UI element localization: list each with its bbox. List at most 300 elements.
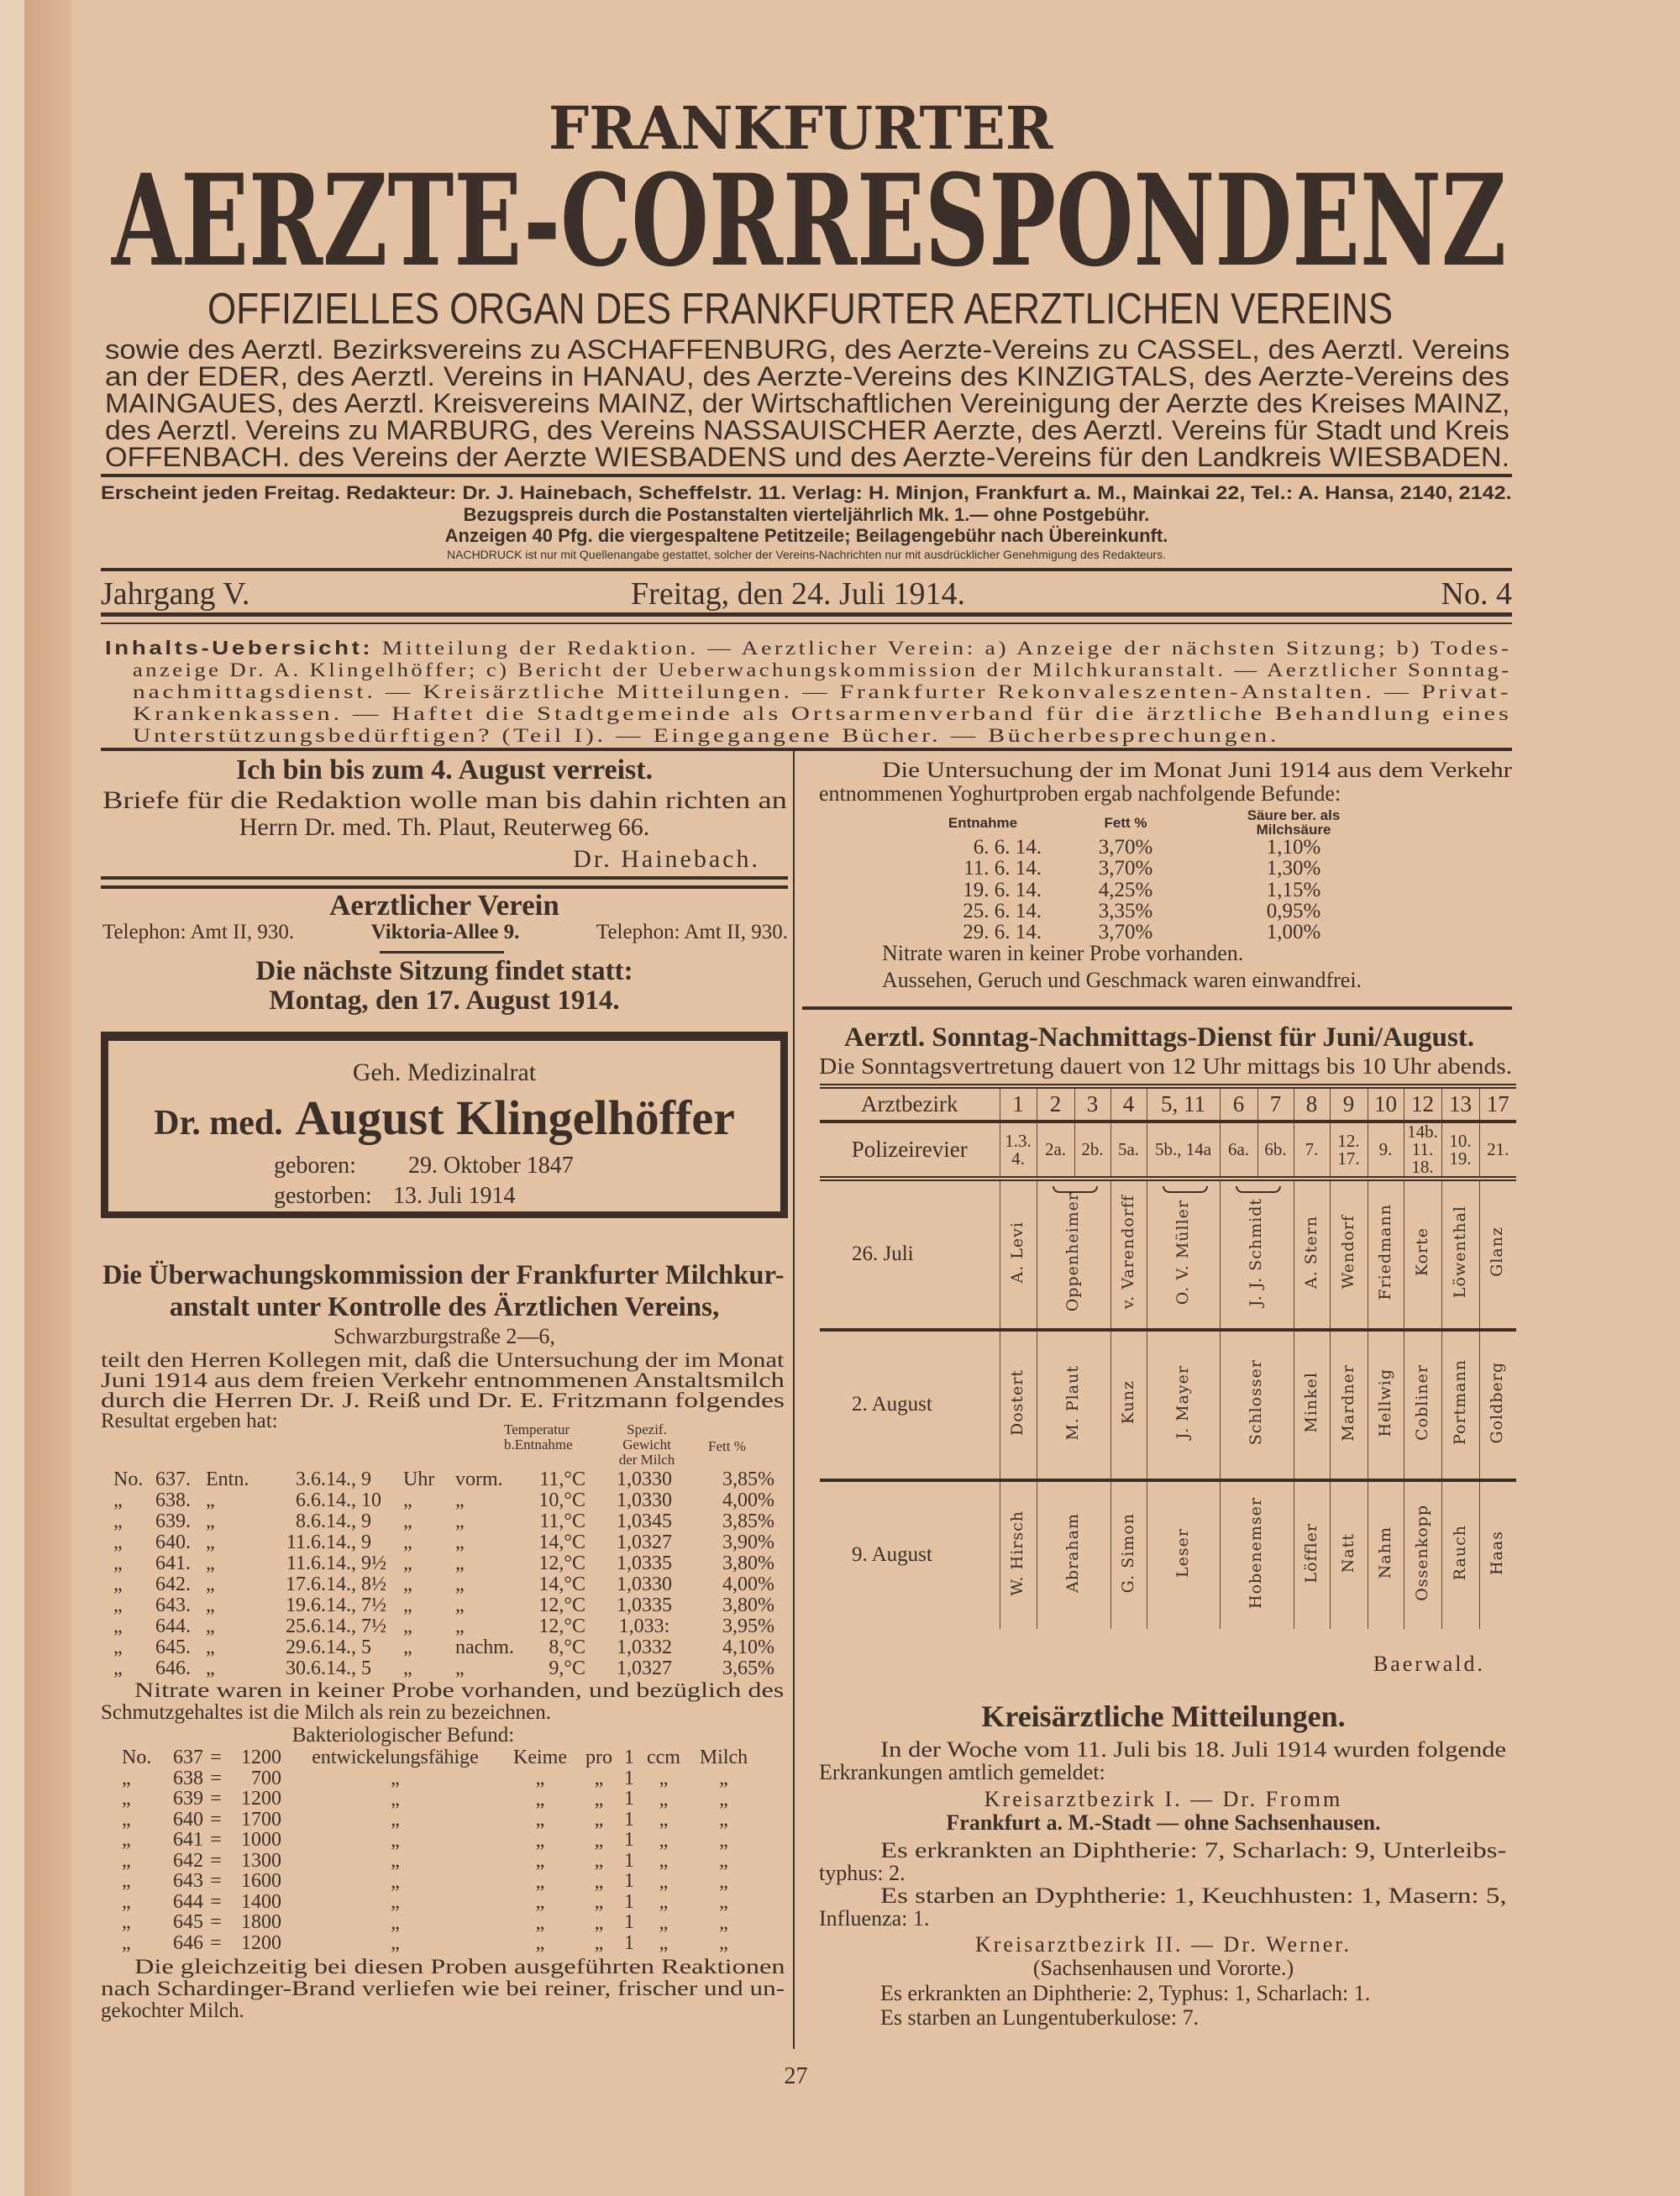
police-cell: 6a. — [1220, 1122, 1257, 1179]
bact-cell: „ — [535, 1932, 545, 1954]
milk-cell-specific-weight: 1,0327 — [617, 1657, 672, 1679]
bact-cell: 1 — [624, 1931, 634, 1954]
born-date: 29. Oktober 1847 — [408, 1153, 574, 1179]
doctor-cell — [1368, 1179, 1404, 1330]
milk-cell-hour: 9 — [361, 1531, 371, 1553]
doctor-name: J. Mayer — [1173, 1365, 1192, 1440]
district1-area: Frankfurt a. M.-Stadt — ohne Sachsenhausen. — [946, 1810, 1381, 1835]
yoghurt-cell: 1,10% — [1266, 836, 1321, 859]
bact-cell: „ — [594, 1850, 604, 1872]
verein-phone-left: Telephon: Amt II, 930. — [102, 921, 295, 943]
milk-cell-temperature: 11,°C — [539, 1468, 585, 1490]
district2-heading: Kreisarztbezirk II. — Dr. Werner. — [974, 1932, 1352, 1957]
weight-header: Gewicht — [622, 1437, 671, 1453]
yoghurt-header: Fett % — [1104, 814, 1147, 831]
milk-cell-temperature: 12,°C — [538, 1594, 585, 1616]
bact-cell: 1000 — [241, 1829, 281, 1852]
born-label: geboren: — [274, 1153, 356, 1179]
bact-cell: „ — [391, 1829, 400, 1852]
subscription-line: Bezugspreis durch die Postanstalten vierteljährlich Mk. 1.— ohne Postgebühr. — [463, 504, 1150, 525]
milk-cell-temperature: 9,°C — [549, 1657, 585, 1679]
milk-cell-uhr: „ — [403, 1552, 412, 1574]
bact-cell: „ — [391, 1932, 400, 1954]
doctor-cell — [1110, 1179, 1147, 1330]
milk-heading: anstalt unter Kontrolle des Ärztlichen Vereins, — [169, 1292, 720, 1322]
milk-cell-fat: 3,80% — [722, 1552, 774, 1574]
yoghurt-table — [924, 808, 1378, 943]
milk-cell-entn: „ — [206, 1489, 215, 1511]
yoghurt-header: Entnahme — [948, 814, 1018, 831]
table-row — [924, 922, 1378, 943]
date-label: 2. August — [820, 1330, 1000, 1480]
doctor-name: M. Plaut — [1063, 1364, 1083, 1441]
milk-cell-date: 30.6.14., — [286, 1657, 356, 1679]
column-divider — [793, 751, 795, 2049]
bact-cell: „ — [719, 1850, 728, 1872]
meeting-heading: Die nächste Sitzung findet statt: — [255, 956, 633, 986]
milk-cell-date: 8.6.14., — [296, 1510, 356, 1532]
date-label: 26. Juli — [820, 1179, 1000, 1330]
milk-cell-prefix: „ — [113, 1594, 123, 1616]
member-line: sowie des Aerztl. Bezirksvereins zu ASCHAFFENBURG, des Aerzte-Vereins zu CASSEL, des Aerztl. Vereins — [105, 334, 1510, 365]
doctor-cell — [1330, 1330, 1368, 1480]
milk-cell-entn: „ — [206, 1510, 215, 1532]
yoghurt-note: Aussehen, Geruch und Geschmack waren einwandfrei. — [882, 968, 1362, 992]
milk-cell-uhr: „ — [403, 1615, 412, 1637]
bact-cell: „ — [391, 1911, 400, 1934]
contents-label: Inhalts-Uebersicht: — [105, 637, 374, 659]
doctor-cell — [1147, 1179, 1220, 1330]
milk-cell-specific-weight: 1,0335 — [617, 1594, 672, 1616]
bact-cell: 1 — [624, 1808, 634, 1831]
milk-closing-line: gekochter Milch. — [101, 1999, 244, 2022]
date-row — [820, 1330, 1516, 1480]
doctor-name: Friedmann — [1375, 1204, 1394, 1300]
contents-line: Unterstützungsbedürftigen? (Teil I). — Eingegangene Bücher. — Bücherbesprechungen. — [133, 725, 1280, 746]
masthead-subtitle: OFFIZIELLES ORGAN DES FRANKFURTER AERZTLICHEN VEREINS — [207, 285, 1394, 334]
bact-cell: 641 — [173, 1829, 203, 1852]
bact-cell: „ — [659, 1932, 669, 1954]
divider — [101, 474, 1512, 477]
police-cell: 5b., 14a — [1147, 1122, 1220, 1179]
milk-cell-fat: 3,85% — [722, 1468, 774, 1490]
publisher-line: Erscheint jeden Freitag. Redakteur: Dr. J. Hainebach, Scheffelstr. 11. Verlag: H. Minjon, Frankfurt a. M., Mainkai 22, Tel.: A. Hansa, 2140, 2142. — [101, 482, 1512, 503]
bact-cell: „ — [391, 1891, 400, 1913]
bact-cell: Milch — [699, 1747, 748, 1769]
table-row — [113, 1594, 774, 1615]
doctor-name: v. Varendorff — [1118, 1195, 1137, 1310]
contents-line: Mitteilung der Redaktion. — Aerztlicher Verein: a) Anzeige der nächsten Sitzung; b) Todes- — [381, 638, 1512, 659]
table-row — [122, 1830, 759, 1851]
table-row — [122, 1892, 759, 1913]
bact-cell: „ — [719, 1829, 728, 1852]
milk-cell-sample-no: 641. — [155, 1552, 191, 1574]
masthead-title: AERZTE-CORRESPONDENZ — [112, 147, 1507, 295]
milk-cell-prefix: „ — [113, 1510, 123, 1532]
police-cell: 12. 17. — [1330, 1122, 1368, 1179]
bact-cell: „ — [594, 1829, 604, 1852]
milk-cell-period: vorm. — [455, 1468, 503, 1490]
district-cell: 17 — [1479, 1086, 1516, 1122]
milk-cell-hour: 8½ — [361, 1573, 386, 1595]
milk-cell-hour: 5 — [361, 1657, 371, 1679]
doctor-name: Oppenheimer — [1063, 1192, 1083, 1312]
divider — [101, 748, 1512, 751]
yoghurt-cell: 3,70% — [1098, 921, 1153, 944]
member-line: an der EDER, des Aerztl. Vereins in HANAU, des Aerzte-Vereins des KINZIGTALS, des Aerzte-Vereins des — [105, 361, 1509, 391]
doctor-name: Schlosser — [1247, 1359, 1266, 1446]
notice-line: Briefe für die Redaktion wolle man bis dahin richten an — [102, 786, 787, 814]
fat-header: Fett % — [708, 1438, 746, 1454]
yoghurt-cell: 29. 6. 14. — [963, 921, 1042, 944]
bact-cell: „ — [659, 1891, 669, 1913]
bact-cell: 1 — [624, 1870, 634, 1893]
bact-cell: „ — [594, 1891, 604, 1913]
milk-cell-period: „ — [455, 1615, 465, 1637]
milk-cell-date: 29.6.14., — [286, 1636, 356, 1658]
milk-cell-specific-weight: 1,0330 — [617, 1489, 672, 1511]
bact-title: Bakteriologischer Befund: — [291, 1724, 515, 1747]
table-row — [122, 1810, 759, 1831]
bact-cell: 645 — [173, 1911, 203, 1934]
sunday-subtitle: Die Sonntagsvertretung dauert von 12 Uhr mittags bis 10 Uhr abends. — [819, 1053, 1513, 1079]
milk-cell-uhr: Uhr — [403, 1468, 435, 1490]
bact-cell: 638 — [173, 1767, 203, 1789]
bact-cell: „ — [391, 1768, 400, 1789]
milk-address: Schwarzburgstraße 2—6, — [333, 1324, 555, 1348]
bact-cell: 1800 — [241, 1911, 281, 1934]
bact-cell: „ — [391, 1809, 400, 1831]
bact-cell: No. — [122, 1747, 152, 1769]
bact-cell: 1400 — [241, 1890, 281, 1913]
milk-cell-prefix: „ — [113, 1573, 123, 1595]
date-row — [820, 1480, 1516, 1629]
district-row — [820, 1086, 1516, 1122]
milk-cell-prefix: „ — [113, 1552, 123, 1574]
bact-cell: „ — [122, 1829, 131, 1852]
doctor-name: Kunz — [1118, 1380, 1137, 1425]
notice-signature: Dr. Hainebach. — [573, 845, 760, 873]
table-row — [113, 1468, 774, 1489]
doctor-name: W. Hirsch — [1008, 1510, 1027, 1596]
table-row — [924, 858, 1378, 879]
milk-cell-temperature: 10,°C — [538, 1489, 585, 1511]
doctor-cell — [1294, 1179, 1330, 1330]
date-row — [820, 1179, 1516, 1330]
sunday-signature: Baerwald. — [1373, 1652, 1485, 1676]
doctor-name: A. Levi — [1008, 1221, 1027, 1284]
bact-cell: Keime — [513, 1747, 567, 1769]
verein-phone-right: Telephon: Amt II, 930. — [596, 921, 788, 943]
ads-line: Anzeigen 40 Pfg. die viergespaltene Petitzeile; Beilagengebühr nach Übereinkunft. — [444, 525, 1168, 546]
milk-cell-period: „ — [455, 1657, 465, 1679]
bact-cell: 1 — [624, 1849, 634, 1872]
issue-number: No. 4 — [1441, 576, 1512, 612]
notice-line: Herrn Dr. med. Th. Plaut, Reuterweg 66. — [239, 813, 650, 841]
milk-cell-uhr: „ — [403, 1657, 412, 1679]
bact-cell: 640 — [173, 1808, 203, 1831]
milk-cell-sample-no: 642. — [155, 1573, 191, 1595]
table-row — [924, 880, 1378, 901]
member-line: OFFENBACH. des Vereins der Aerzte WIESBADENS und des Aerzte-Vereins für den Landkreis WIESBADEN. — [105, 442, 1510, 472]
bact-cell: 1 — [624, 1788, 634, 1810]
table-row — [122, 1871, 759, 1892]
brace-icon — [1163, 1186, 1208, 1193]
bact-cell: = — [210, 1747, 222, 1769]
bact-cell: „ — [391, 1870, 400, 1893]
district-cell: 13 — [1441, 1086, 1479, 1122]
doctor-cell — [1294, 1330, 1330, 1480]
milk-cell-hour: 7½ — [361, 1615, 386, 1637]
district-cell: 4 — [1110, 1086, 1147, 1122]
table-row — [113, 1489, 774, 1510]
divider — [101, 612, 1512, 617]
milk-cell-prefix: „ — [113, 1531, 123, 1553]
bact-cell: „ — [719, 1788, 728, 1810]
bact-cell: 1700 — [241, 1808, 281, 1831]
milk-cell-sample-no: 637. — [155, 1468, 191, 1490]
milk-cell-sample-no: 639. — [155, 1510, 191, 1532]
bact-cell: „ — [535, 1768, 545, 1789]
yoghurt-header: Säure ber. als Milchsäure — [1247, 807, 1341, 838]
police-row — [820, 1122, 1516, 1179]
milk-cell-period: „ — [455, 1489, 465, 1511]
milk-cell-hour: 10 — [361, 1489, 381, 1511]
weight-header: der Milch — [618, 1452, 675, 1468]
police-cell: 6b. — [1257, 1122, 1294, 1179]
district-label: Arztbezirk — [820, 1086, 1000, 1122]
milk-cell-fat: 3,90% — [722, 1531, 774, 1553]
doctor-cell — [1037, 1480, 1110, 1629]
doctor-cell — [1330, 1480, 1368, 1629]
sunday-title: Aerztl. Sonntag-Nachmittags-Dienst für Juni/August. — [843, 1022, 1475, 1053]
verein-address: Viktoria-Allee 9. — [370, 921, 520, 943]
bacteriological-table — [122, 1747, 759, 1953]
milk-cell-temperature: 14,°C — [538, 1573, 585, 1595]
doctor-cell — [1479, 1179, 1516, 1330]
table-row — [113, 1552, 774, 1573]
milk-cell-temperature: 12,°C — [538, 1615, 585, 1637]
doctor-cell — [1110, 1330, 1147, 1480]
bact-cell: „ — [535, 1829, 545, 1852]
meeting-date: Montag, den 17. August 1914. — [269, 985, 620, 1016]
doctor-cell — [1037, 1179, 1110, 1330]
milk-cell-specific-weight: 1,0335 — [617, 1552, 672, 1574]
bact-cell: „ — [391, 1850, 400, 1872]
milk-cell-specific-weight: 1,0327 — [617, 1531, 672, 1553]
doctor-name: A. Stern — [1301, 1215, 1320, 1289]
bact-cell: ccm — [647, 1747, 680, 1769]
died-label: gestorben: — [274, 1183, 372, 1209]
milk-cell-uhr: „ — [403, 1573, 412, 1595]
district1-sick-line: Es erkrankten an Diphtherie: 7, Scharlach: 9, Unterleibs- — [880, 1838, 1507, 1862]
bact-cell: 646 — [173, 1931, 203, 1954]
verein-title: Aerztlicher Verein — [329, 889, 559, 922]
milk-cell-entn: „ — [206, 1657, 215, 1679]
bact-cell: „ — [535, 1809, 545, 1831]
milk-cell-specific-weight: 1,0332 — [617, 1636, 672, 1658]
binding-shadow — [24, 0, 71, 2196]
milk-cell-uhr: „ — [403, 1594, 412, 1616]
doctor-cell — [1000, 1330, 1037, 1480]
doctor-name: Rauch — [1450, 1525, 1469, 1581]
milk-cell-uhr: „ — [403, 1489, 412, 1511]
bact-cell: „ — [719, 1768, 728, 1789]
table-row — [113, 1531, 774, 1552]
bact-cell: „ — [391, 1788, 400, 1810]
bact-cell: „ — [594, 1768, 604, 1789]
brace-icon — [1236, 1186, 1281, 1193]
bact-cell: „ — [659, 1850, 669, 1872]
doctor-cell — [1330, 1179, 1368, 1330]
milk-cell-period: „ — [455, 1573, 465, 1595]
yoghurt-intro-line: Die Untersuchung der im Monat Juni 1914 aus dem Verkehr — [882, 758, 1513, 782]
bact-cell: 1 — [624, 1767, 634, 1789]
table-row — [122, 1768, 759, 1789]
divider — [380, 951, 504, 954]
doctor-name: Mardner — [1338, 1363, 1357, 1442]
bact-cell: „ — [535, 1850, 545, 1872]
doctor-cell — [1441, 1480, 1479, 1629]
bact-cell: „ — [594, 1809, 604, 1831]
doctor-cell — [1368, 1480, 1404, 1629]
member-line: MAINGAUES, des Aerztl. Kreisvereins MAINZ, der Wirtschaftlichen Vereinigung der Aerzte des Kreises MAINZ, — [105, 388, 1510, 418]
bact-cell: „ — [659, 1809, 669, 1831]
milk-cell-uhr: „ — [403, 1636, 412, 1658]
bact-cell: pro — [585, 1747, 612, 1769]
yoghurt-cell: 1,30% — [1266, 857, 1321, 880]
yoghurt-cell: 1,00% — [1266, 921, 1321, 944]
obituary-name: August Klingelhöffer — [295, 1090, 735, 1145]
doctor-name: Haas — [1488, 1530, 1507, 1575]
bact-cell: = — [210, 1849, 222, 1872]
doctor-cell — [1220, 1179, 1294, 1330]
doctor-cell — [1294, 1480, 1330, 1629]
milk-cell-date: 11.6.14., — [286, 1552, 356, 1574]
doctor-name: J. J. Schmidt — [1247, 1197, 1266, 1306]
yoghurt-note: Nitrate waren in keiner Probe vorhanden. — [882, 941, 1244, 965]
doctor-name: Dostert — [1008, 1369, 1027, 1436]
milk-cell-entn: Entn. — [206, 1468, 249, 1490]
milk-cell-date: 11.6.14., — [286, 1531, 356, 1553]
bact-cell: 639 — [173, 1788, 203, 1810]
bact-cell: 643 — [173, 1870, 203, 1893]
bact-cell: „ — [659, 1768, 669, 1789]
doctor-name: Ossenkopp — [1412, 1504, 1431, 1601]
doctor-cell — [1404, 1330, 1441, 1480]
milk-cell-fat: 4,00% — [722, 1489, 774, 1511]
yoghurt-cell: 4,25% — [1098, 878, 1153, 901]
doctor-name: G. Simon — [1118, 1512, 1137, 1594]
milk-closing-line: nach Schardinger-Brand verliefen wie bei reiner, frischer und un- — [101, 1978, 785, 2000]
bact-cell: „ — [719, 1911, 728, 1934]
yoghurt-intro-line: entnommenen Yoghurtproben ergab nachfolgende Befunde: — [819, 781, 1341, 806]
district-cell: 10 — [1368, 1086, 1404, 1122]
milk-cell-sample-no: 646. — [155, 1657, 191, 1679]
bact-cell: „ — [122, 1849, 131, 1872]
milk-cell-fat: 3,95% — [722, 1615, 774, 1637]
milk-cell-period: „ — [455, 1510, 465, 1532]
bact-cell: „ — [594, 1870, 604, 1893]
milk-cell-prefix: „ — [113, 1657, 123, 1679]
yoghurt-cell: 3,70% — [1098, 836, 1153, 859]
milk-cell-entn: „ — [206, 1636, 215, 1658]
table-row — [924, 837, 1378, 858]
milk-cell-date: 3.6.14., — [296, 1468, 356, 1490]
milk-cell-uhr: „ — [403, 1531, 412, 1553]
temp-header: b.Entnahme — [504, 1437, 573, 1453]
doctor-name: Nahm — [1375, 1526, 1394, 1579]
table-row — [924, 901, 1378, 922]
contents-line: Krankenkassen. — Haftet die Stadtgemeinde als Ortsarmenverband für die ärztliche Behandlung eines — [133, 703, 1512, 724]
yoghurt-cell: 3,35% — [1098, 900, 1153, 923]
milk-cell-fat: 3,65% — [722, 1657, 774, 1679]
doctor-name: Wendorf — [1338, 1215, 1357, 1290]
bact-cell: „ — [122, 1767, 131, 1789]
district1-sick-line: typhus: 2. — [819, 1861, 906, 1885]
bact-cell: = — [210, 1808, 222, 1831]
bact-cell: „ — [535, 1891, 545, 1913]
milk-cell-period: „ — [455, 1594, 465, 1616]
yoghurt-cell: 11. 6. 14. — [963, 857, 1042, 880]
district2-death-line: Es starben an Lungentuberkulose: 7. — [880, 2005, 1200, 2030]
milk-cell-temperature: 11,°C — [539, 1510, 585, 1532]
yoghurt-cell: 19. 6. 14. — [963, 878, 1042, 901]
milk-cell-specific-weight: 1,033: — [618, 1615, 670, 1637]
milk-cell-prefix: „ — [113, 1489, 123, 1511]
milk-cell-date: 17.6.14., — [286, 1573, 356, 1595]
divider — [101, 876, 788, 880]
page-number: 27 — [784, 2063, 808, 2089]
milk-cell-period: „ — [455, 1531, 465, 1553]
bact-cell: „ — [535, 1911, 545, 1934]
doctor-name: Hobenemser — [1247, 1496, 1266, 1609]
milk-cell-period: nachm. — [455, 1636, 514, 1658]
doctor-name: Löwenthal — [1450, 1206, 1469, 1299]
milk-cell-temperature: 12,°C — [538, 1552, 585, 1574]
milk-cell-entn: „ — [206, 1531, 215, 1553]
masthead-kicker: FRANKFURTER — [549, 93, 1053, 163]
bact-cell: „ — [719, 1870, 728, 1893]
doctor-name: Glanz — [1488, 1227, 1507, 1278]
police-cell: 2b. — [1074, 1122, 1110, 1179]
table-row — [122, 1933, 759, 1954]
bact-cell: „ — [535, 1788, 545, 1810]
milk-heading: Die Überwachungskommission der Frankfurter Milchkur- — [102, 1260, 785, 1290]
volume: Jahrgang V. — [101, 576, 250, 612]
yoghurt-cell: 25. 6. 14. — [963, 900, 1042, 923]
contents-line: nachmittagsdienst. — Kreisärztliche Mitteilungen. — Frankfurter Rekonvaleszenten-Anstalten. — Privat- — [133, 681, 1512, 702]
bact-cell: entwickelungsfähige — [312, 1747, 479, 1769]
milk-cell-sample-no: 644. — [155, 1615, 191, 1637]
divider — [101, 623, 1512, 624]
doctor-cell — [1147, 1480, 1220, 1629]
police-label: Polizeirevier — [820, 1122, 1000, 1179]
yoghurt-cell: 6. 6. 14. — [973, 836, 1042, 859]
district-cell: 8 — [1294, 1086, 1330, 1122]
milk-cell-prefix: „ — [113, 1636, 123, 1658]
police-cell: 14b. 11. 18. — [1404, 1122, 1441, 1179]
table-row — [113, 1615, 774, 1636]
milk-cell-specific-weight: 1,0330 — [617, 1468, 672, 1490]
bact-cell: „ — [659, 1870, 669, 1893]
doctor-cell — [1479, 1480, 1516, 1629]
district-cell: 3 — [1074, 1086, 1110, 1122]
district1-heading: Kreisarztbezirk I. — Dr. Fromm — [984, 1787, 1343, 1811]
bact-cell: „ — [719, 1932, 728, 1954]
bact-cell: 1 — [624, 1829, 634, 1852]
doctor-name: O. V. Müller — [1173, 1199, 1192, 1305]
